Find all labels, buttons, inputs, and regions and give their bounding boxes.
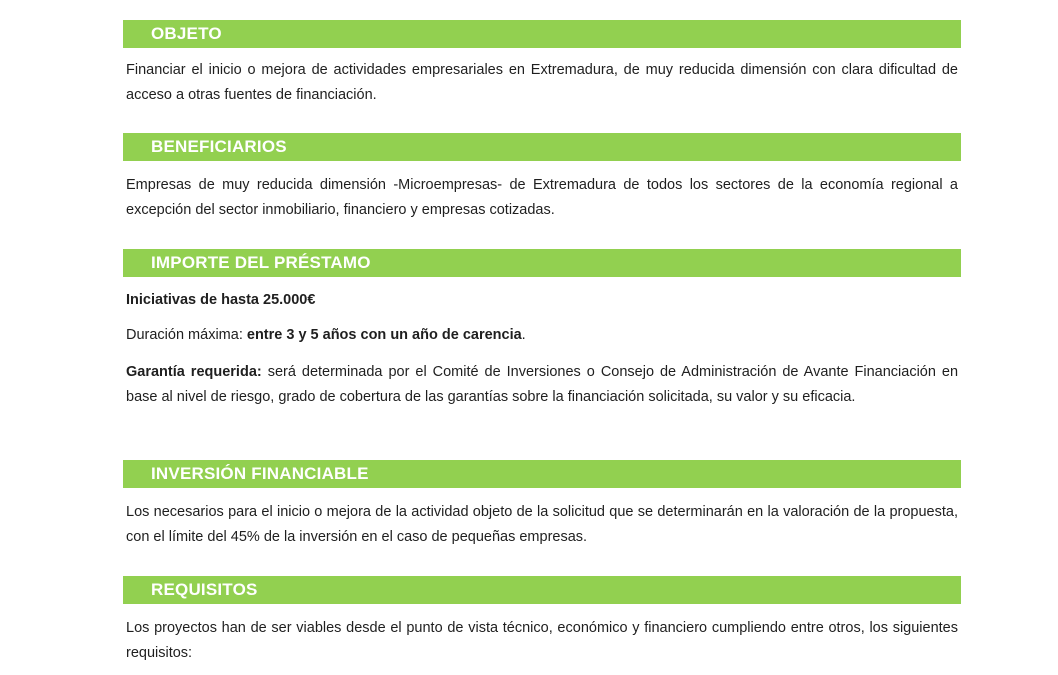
section-header-requisitos bbox=[123, 576, 961, 604]
section-title: BENEFICIARIOS bbox=[151, 137, 287, 156]
section-header-inversion bbox=[123, 460, 961, 488]
garantia-label: Garantía requerida: bbox=[126, 364, 262, 380]
garantia-paragraph bbox=[126, 360, 958, 410]
section-title: INVERSIÓN FINANCIABLE bbox=[151, 464, 369, 483]
duracion-value: entre 3 y 5 años con un año de carencia bbox=[246, 327, 522, 343]
iniciativas-text: Iniciativas de hasta 25.000€ bbox=[126, 292, 316, 308]
section-title: REQUISITOS bbox=[151, 580, 258, 599]
section-header-objeto bbox=[123, 20, 961, 48]
inversion-text: Los necesarios para el inicio o mejora de la actividad objeto de la solicitud que se determinarán en la valoración de la propuesta, con el límite del 45% de la inversión en el caso de pequeñas empresas. bbox=[126, 504, 958, 545]
requisitos-text: Los proyectos han de ser viables desde el punto de vista técnico, económico y financiero cumpliendo entre otros, los siguientes requisitos: bbox=[126, 620, 958, 661]
section-header-importe bbox=[123, 249, 961, 277]
section-title: IMPORTE DEL PRÉSTAMO bbox=[151, 253, 371, 272]
section-title: OBJETO bbox=[151, 24, 222, 43]
duracion-end: . bbox=[521, 327, 526, 343]
section-header-beneficiarios bbox=[123, 133, 961, 161]
objeto-text: Financiar el inicio o mejora de actividades empresariales en Extremadura, de muy reducida dimensión con clara dificultad de acceso a otras fuentes de financiación. bbox=[126, 62, 958, 103]
duracion-line bbox=[126, 323, 958, 348]
duracion-label: Duración máxima: bbox=[126, 327, 243, 343]
beneficiarios-text: Empresas de muy reducida dimensión -Microempresas- de Extremadura de todos los sectores de la economía regional a excepción del sector inmobiliario, financiero y empresas cotizadas. bbox=[126, 177, 958, 218]
garantia-text: será determinada por el Comité de Inversiones o Consejo de Administración de Avante Financiación en base al nivel de riesgo, grado de cobertura de las garantías sobre la financiación solicitada, su valor y su eficacia. bbox=[126, 364, 959, 405]
